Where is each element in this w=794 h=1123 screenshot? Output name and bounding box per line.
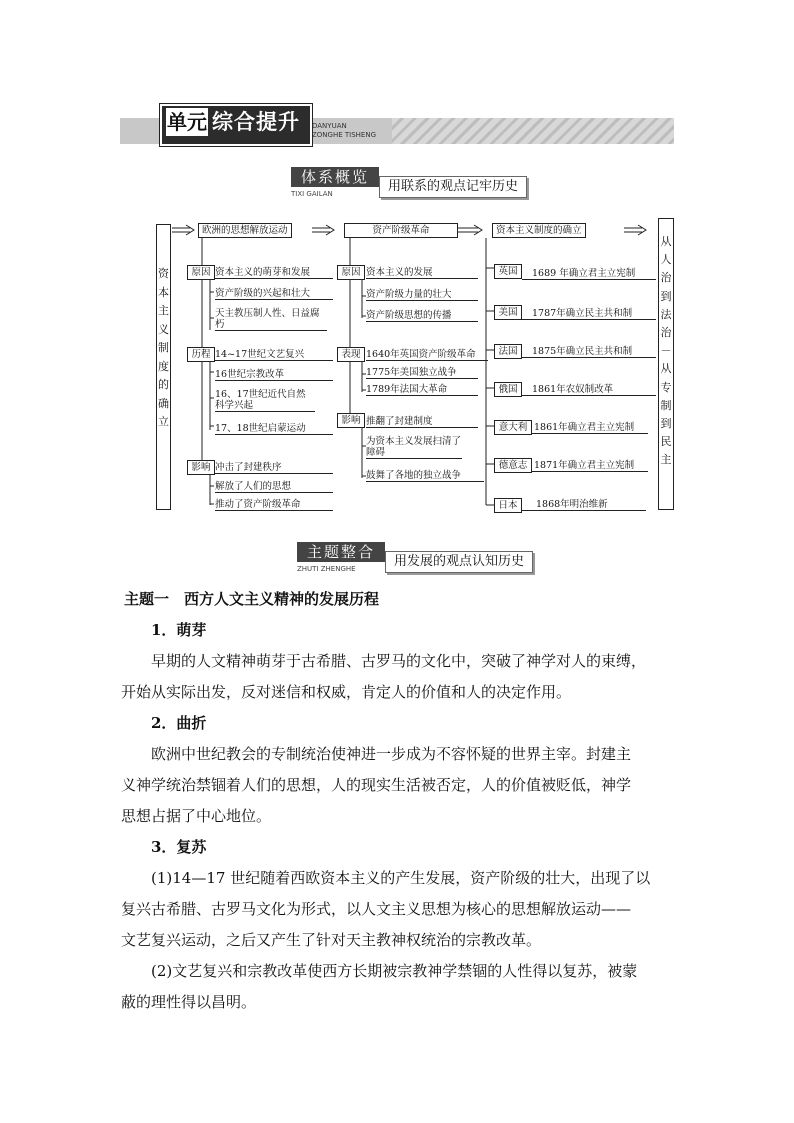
para4-line2: 蔽的理性得以昌明。 — [121, 993, 257, 1011]
country-tag-5: 意大利 — [494, 420, 532, 435]
country-tag-4: 俄国 — [494, 382, 522, 397]
para3-line3: 文艺复兴运动，之后又产生了针对天主教神权统治的宗教改革。 — [121, 931, 542, 949]
banner-title-part1: 单元 — [167, 110, 207, 134]
country-event-1: 1689 年确立君主立宪制 — [522, 268, 656, 280]
left-vertical-label: 资本主义制度的确立 — [156, 224, 171, 510]
col2-perf-1: 1640年英国资产阶级革命 — [366, 349, 488, 361]
col2-impact-3: 鼓舞了各地的独立战争 — [366, 470, 484, 482]
country-tag-1: 英国 — [494, 264, 522, 279]
col1-process-4: 17、18世纪启蒙运动 — [215, 423, 333, 435]
section1-title: 体系概览 — [291, 167, 379, 187]
country-event-2: 1787年确立民主共和制 — [522, 308, 656, 320]
col2-cause-1: 资本主义的发展 — [366, 267, 478, 279]
para2-line1: 欧洲中世纪教会的专制统治使神进一步成为不容怀疑的世界主宰。封建主 — [151, 745, 632, 763]
banner-pinyin: DANYUAN ZONGHE TISHENG — [312, 122, 377, 139]
para3-line1: (1)14—17 世纪随着西欧资本主义的产生发展，资产阶级的壮大，出现了以 — [151, 869, 651, 887]
country-tag-3: 法国 — [494, 344, 522, 359]
col2-perf-2: 1775年美国独立战争 — [366, 367, 478, 379]
country-event-3: 1875年确立民主共和制 — [522, 346, 656, 358]
col1-cause-1: 资本主义的萌芽和发展 — [215, 267, 333, 279]
col2-cause-2: 资产阶级力量的壮大 — [366, 289, 478, 301]
col1-process-3: 16、17世纪近代自然科学兴起 — [215, 389, 315, 412]
section1-pinyin: TIXI GAILAN — [291, 190, 333, 198]
section2-subtitle: 用发展的观点认知历史 — [385, 551, 533, 573]
col2-perf-tag: 表现 — [337, 347, 365, 362]
col1-cause-3: 天主教压制人性、日益腐朽 — [215, 308, 327, 331]
col1-header: 欧洲的思想解放运动 — [198, 223, 292, 238]
country-event-7: 1868年明治维新 — [522, 499, 646, 511]
heading-3: 3．复苏 — [151, 838, 207, 856]
col1-process-1: 14~17世纪文艺复兴 — [215, 349, 333, 361]
para1-line1: 早期的人文精神萌芽于古希腊、古罗马的文化中，突破了神学对人的束缚， — [151, 652, 647, 670]
para4-line1: (2)文艺复兴和宗教改革使西方长期被宗教神学禁锢的人性得以复苏，被蒙 — [151, 962, 638, 980]
banner-title-part2: 综合提升 — [212, 110, 300, 134]
country-tag-7: 日本 — [494, 498, 522, 513]
col2-header: 资产阶级革命 — [344, 223, 458, 238]
para2-line2: 义神学统治禁锢着人们的思想，人的现实生活被否定，人的价值被贬低，神学 — [121, 776, 632, 794]
col1-impact-tag: 影响 — [187, 460, 215, 475]
section2-pinyin: ZHUTI ZHENGHE — [297, 565, 356, 573]
col2-impact-tag: 影响 — [337, 413, 365, 428]
col1-process-tag: 历程 — [187, 347, 215, 362]
col1-process-2: 16世纪宗教改革 — [215, 369, 333, 381]
country-tag-2: 美国 — [494, 305, 522, 320]
section2-title: 主题整合 — [297, 542, 385, 562]
col1-cause-2: 资产阶级的兴起和壮大 — [215, 288, 333, 300]
country-event-4: 1861年农奴制改革 — [522, 384, 656, 396]
right-vertical-label: 从人治到法治－从专制到民主 — [658, 218, 674, 510]
col2-impact-2: 为资本主义发展扫清了障碍 — [366, 436, 462, 458]
country-tag-6: 德意志 — [494, 458, 532, 473]
para2-line3: 思想占据了中心地位。 — [121, 807, 272, 825]
para1-line2: 开始从实际出发，反对迷信和权威，肯定人的价值和人的决定作用。 — [121, 683, 572, 701]
col1-impact-3: 推动了资产阶级革命 — [215, 499, 333, 511]
country-event-6: 1871年确立君主立宪制 — [532, 460, 648, 472]
col1-impact-1: 冲击了封建秩序 — [215, 462, 333, 474]
theme-heading: 主题一 西方人文主义精神的发展历程 — [124, 590, 380, 608]
heading-1: 1．萌芽 — [151, 621, 207, 639]
col1-cause-tag: 原因 — [187, 265, 215, 280]
col2-cause-tag: 原因 — [337, 265, 365, 280]
para3-line2: 复兴古希腊、古罗马文化为形式，以人文主义思想为核心的思想解放运动—— — [121, 900, 632, 918]
col2-cause-3: 资产阶级思想的传播 — [366, 310, 478, 322]
col2-perf-3: 1789年法国大革命 — [366, 384, 478, 396]
col3-header: 资本主义制度的确立 — [492, 223, 586, 238]
section1-subtitle: 用联系的观点记牢历史 — [379, 176, 527, 198]
col2-impact-1: 推翻了封建制度 — [366, 416, 478, 428]
col1-impact-2: 解放了人们的思想 — [215, 481, 333, 493]
heading-2: 2．曲折 — [151, 714, 207, 732]
country-event-5: 1861年确立君主立宪制 — [532, 422, 648, 434]
